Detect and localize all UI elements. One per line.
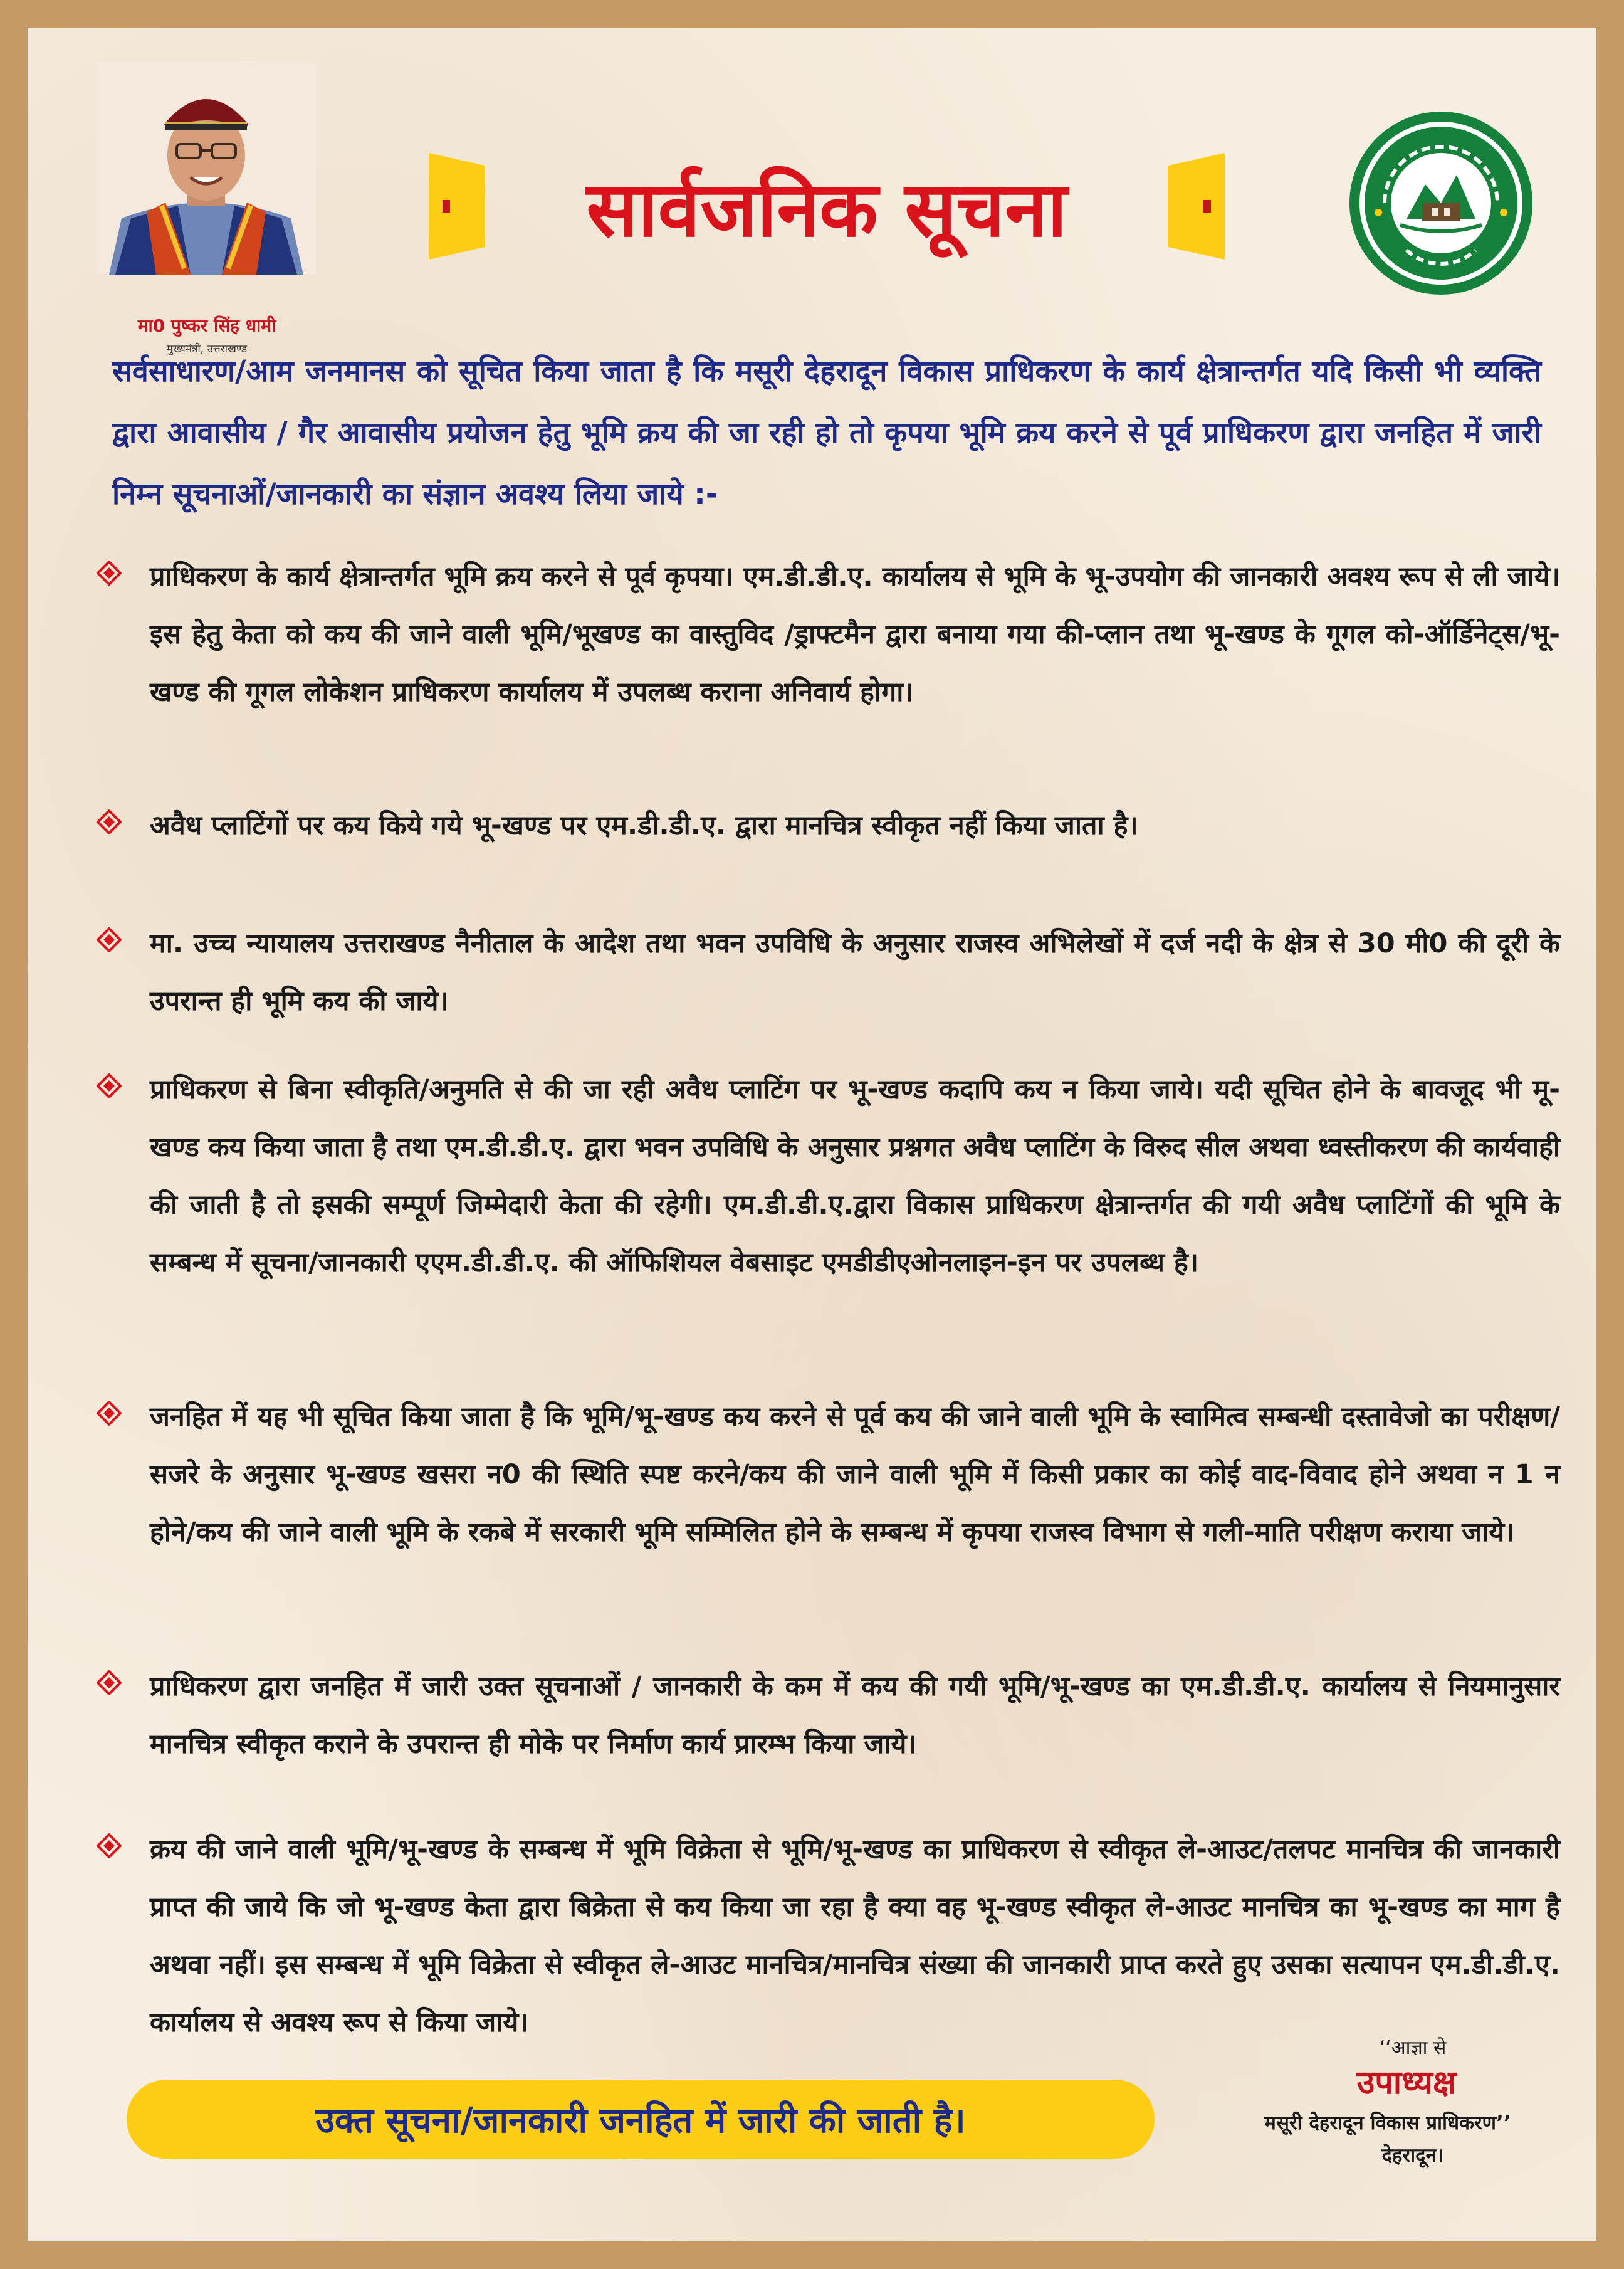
diamond-bullet-icon [97,1833,122,1858]
point-text: प्राधिकरण से बिना स्वीकृति/अनुमति से की जा रही अवैध प्लाटिंग पर भू-खण्ड कदापि कय न किया जाये। यदी सूचित होने के बावजूद भी मू-खण्ड कय किया जाता है तथा एम.डी.डी.ए. द्वारा भवन उपविधि के अनुसार प्रश्नगत अवैध प्लाटिंग के विरुद सील अथवा ध्वस्तीकरण की कार्यवाही की जाती है तो इसकी सम्पूर्ण जिम्मेदारी केता की रहेगी। एम.डी.डी.ए.द्वारा विकास प्राधिकरण क्षेत्रान्तर्गत की गयी अवैध प्लाटिंगों की भूमि के सम्बन्ध में सूचना/जानकारी एएम.डी.डी.ए. की ऑफिशियल वेबसाइट एमडीडीएओनलाइन-इन पर उपलब्ध है। [150,1074,1560,1278]
diamond-bullet-icon [97,927,122,952]
footer-banner: उक्त सूचना/जानकारी जनहित में जारी की जाती है। [127,2080,1155,2159]
public-notice-poster [28,28,1596,2241]
mdda-logo [1347,109,1535,297]
point-text: प्राधिकरण के कार्य क्षेत्रान्तर्गत भूमि क्रय करने से पूर्व कृपया। एम.डी.डी.ए. कार्यालय से भूमि के भू-उपयोग की जानकारी अवश्य रूप से ली जाये। इस हेतु केता को कय की जाने वाली भूमि/भूखण्ड का वास्तुविद /ड्राफ्टमैन द्वारा बनाया गया की-प्लान तथा भू-खण्ड के गूगल को-ऑर्डिनेट्स/भू-खण्ड की गूगल लोकेशन प्राधिकरण कार्यालय में उपलब्ध कराना अनिवार्य होगा। [150,561,1560,708]
point-text: प्राधिकरण द्वारा जनहित में जारी उक्त सूचनाओं / जानकारी के कम में कय की गयी भूमि/भू-खण्ड का एम.डी.डी.ए. कार्यालय से नियमानुसार मानचित्र स्वीकृत कराने के उपरान्त ही मोके पर निर्माण कार्य प्रारम्भ किया जाये। [150,1671,1560,1760]
point-text: क्रय की जाने वाली भूमि/भू-खण्ड के सम्बन्ध में भूमि विक्रेता से भूमि/भू-खण्ड का प्राधिकरण से स्वीकृत ले-आउट/तलपट मानचित्र की जानकारी प्राप्त की जाये कि जो भू-खण्ड केता द्वारा बिक्रेता से कय किया जा रहा है क्या वह भू-खण्ड स्वीकृत ले-आउट मानचित्र का भू-खण्ड का माग है अथवा नहीं। इस सम्बन्ध में भूमि विक्रेता से स्वीकृत ले-आउट मानचित्र/मानचित्र संख्या की जानकारी प्राप्त करते हुए उसका सत्यापन एम.डी.डी.ए. कार्यालय से अवश्य रूप से किया जाये। [150,1834,1560,2038]
point-text: मा. उच्च न्यायालय उत्तराखण्ड नैनीताल के आदेश तथा भवन उपविधि के अनुसार राजस्व अभिलेखों में दर्ज नदी के क्षेत्र से 30 मी0 की दूरी के उपरान्त ही भूमि कय की जाये। [150,928,1560,1017]
diamond-bullet-icon [97,1401,122,1426]
diamond-bullet-icon [97,1670,122,1695]
title-banner [429,140,1225,272]
chief-minister-photo [97,61,316,275]
intro-paragraph: सर्वसाधारण/आम जनमानस को सूचित किया जाता है कि मसूरी देहरादून विकास प्राधिकरण के कार्य क्षेत्रान्तर्गत यदि किसी भी व्यक्ति द्वारा आवासीय / गैर आवासीय प्रयोजन हेतु भूमि क्रय की जा रही हो तो कृपया भूमि क्रय करने से पूर्व प्राधिकरण द्वारा जनहित में जारी निम्न सूचनाओं/जानकारी का संज्ञान अवश्य लिया जाये :- [112,354,1541,512]
signatory-title: उपाध्यक्ष [1356,2064,1457,2102]
diamond-bullet-icon [97,561,122,586]
diamond-bullet-icon [97,809,122,834]
point-text: जनहित में यह भी सूचित किया जाता है कि भूमि/भू-खण्ड कय करने से पूर्व कय की जाने वाली भूमि के स्वामित्व सम्बन्धी दस्तावेजो का परीक्षण/सजरे के अनुसार भू-खण्ड खसरा न0 की स्थिति स्पष्ट करने/कय की जाने वाली भूमि में किसी प्रकार का कोई वाद-विवाद होने अथवा न 1 न होने/कय की जाने वाली भूमि के रकबे में सरकारी भूमि सम्मिलित होने के सम्बन्ध में कृपया राजस्व विभाग से गली-माति परीक्षण कराया जाये। [150,1401,1560,1548]
signatory-organization: मसूरी देहरादून विकास प्राधिकरण’’ [1264,2112,1511,2134]
order-quote: ‘‘आज्ञा से [1379,2037,1447,2059]
chief-minister-name: मा0 पुष्कर सिंह धामी [137,315,276,336]
signatory-city: देहरादून। [1381,2144,1444,2167]
point-text: अवैध प्लाटिंगों पर कय किये गये भू-खण्ड पर एम.डी.डी.ए. द्वारा मानचित्र स्वीकृत नहीं किया जाता है। [150,810,1138,841]
chief-minister-designation: मुख्यमंत्री, उत्तराखण्ड [166,343,248,355]
diamond-bullet-icon [97,1073,122,1098]
page-title: सार्वजनिक सूचना [586,165,1067,254]
